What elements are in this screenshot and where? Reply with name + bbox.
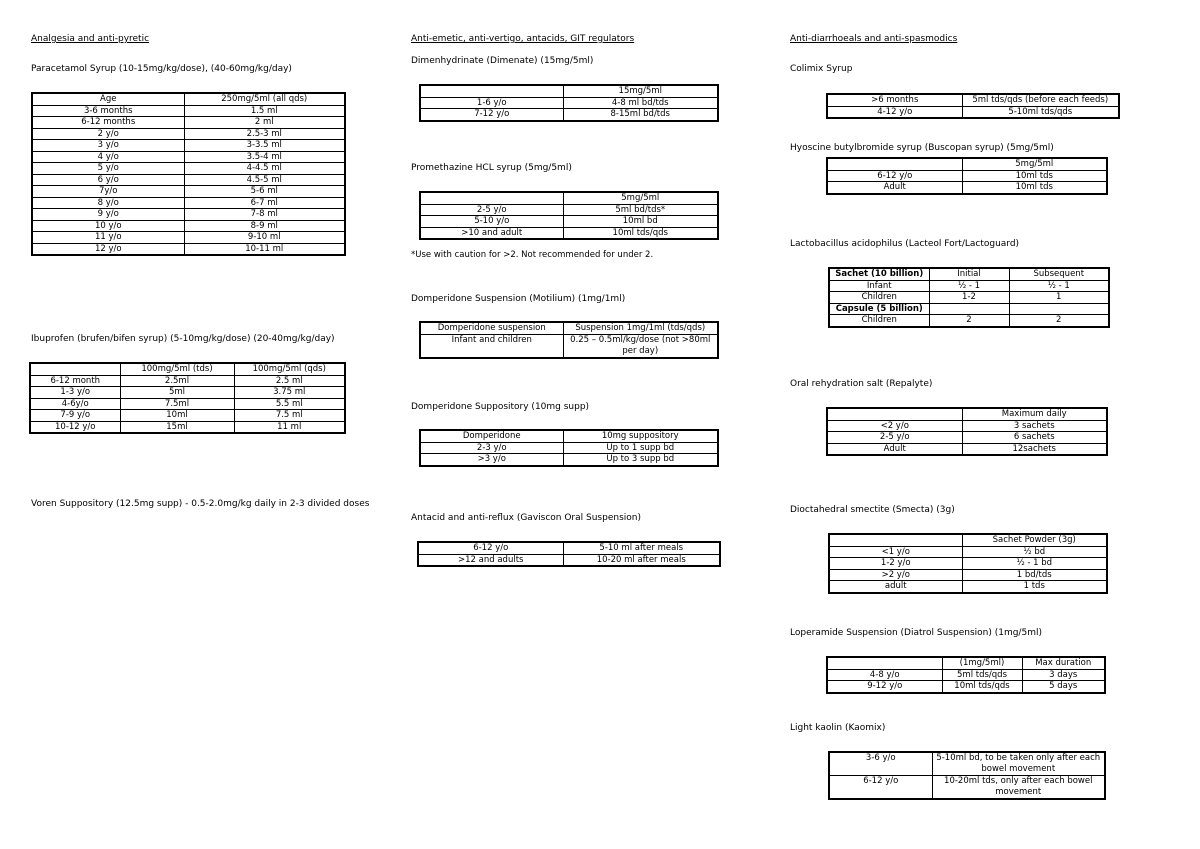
cell: 12 y/o: [32, 243, 184, 255]
cell: 7y/o: [32, 186, 184, 198]
colimix-title: Colimix Syrup: [790, 64, 853, 74]
cell: 1-6 y/o: [420, 97, 563, 109]
kaolin-table: [828, 751, 1106, 800]
header-cell: 100mg/5ml (tds): [120, 363, 234, 375]
table-row: [32, 186, 345, 198]
ors-title: Oral rehydration salt (Repalyte): [790, 379, 933, 389]
voren-suppository-text: Voren Suppository (12.5mg supp) - 0.5-2.0mg/kg daily in 2-3 divided doses: [31, 499, 370, 509]
cell: 6-12 month: [30, 375, 120, 387]
cell: 2.5-3 ml: [184, 128, 345, 140]
antacid-table: [417, 541, 721, 567]
table-header-row: [829, 303, 1109, 315]
table-row: [829, 292, 1109, 304]
header-cell: (1mg/5ml): [942, 657, 1022, 669]
cell: 3 sachets: [962, 420, 1107, 432]
table-row: [829, 752, 1105, 776]
kaolin-title: Light kaolin (Kaomix): [790, 723, 886, 733]
loperamide-title: Loperamide Suspension (Diatrol Suspension) (1mg/5ml): [790, 628, 1042, 638]
table-row: [827, 106, 1119, 118]
cell: 15ml: [120, 421, 234, 433]
domperidone-suppository-table: [419, 429, 719, 467]
cell: 11 ml: [234, 421, 345, 433]
cell: 3 days: [1022, 669, 1105, 681]
cell: [929, 303, 1009, 315]
cell: 7-12 y/o: [420, 109, 563, 121]
cell: 3-6 months: [32, 105, 184, 117]
cell: 5-10 ml after meals: [563, 542, 720, 554]
ibuprofen-table: [29, 362, 346, 434]
cell: 10 y/o: [32, 220, 184, 232]
cell: 2-5 y/o: [827, 432, 962, 444]
table-row: [827, 420, 1107, 432]
cell: 4-12 y/o: [827, 106, 962, 118]
cell: 0.25 – 0.5ml/kg/dose (not >80ml per day): [563, 334, 718, 358]
cell: 6 sachets: [962, 432, 1107, 444]
cell: 1: [1009, 292, 1109, 304]
promethazine-table: [419, 191, 719, 240]
table-row: [32, 128, 345, 140]
cell: 10ml tds: [962, 170, 1107, 182]
table-header-row: [827, 408, 1107, 420]
table-row: [32, 151, 345, 163]
header-cell: Max duration: [1022, 657, 1105, 669]
cell: Up to 1 supp bd: [563, 442, 718, 454]
section-heading-antiemetic: Anti-emetic, anti-vertigo, antacids, GIT regulators: [411, 34, 635, 44]
cell: 3.5-4 ml: [184, 151, 345, 163]
cell: 5-6 ml: [184, 186, 345, 198]
cell: 12sachets: [962, 443, 1107, 455]
table-header-row: [420, 322, 718, 334]
cell: 10ml bd: [563, 216, 718, 228]
header-cell: [827, 408, 962, 420]
table-row: [827, 669, 1105, 681]
table-row: [420, 454, 718, 466]
loperamide-table: [826, 656, 1106, 694]
cell: 2 y/o: [32, 128, 184, 140]
cell: Infant and children: [420, 334, 563, 358]
paracetamol-table: [31, 92, 346, 256]
table-row: [32, 232, 345, 244]
cell: <1 y/o: [829, 546, 962, 558]
cell: 7-8 ml: [184, 209, 345, 221]
section-heading-antidiarrhoeal: Anti-diarrhoeals and anti-spasmodics: [790, 34, 958, 44]
table-row: [829, 315, 1109, 327]
cell: Adult: [827, 182, 962, 194]
smecta-title: Dioctahedral smectite (Smecta) (3g): [790, 505, 955, 515]
hyoscine-title: Hyoscine butylbromide syrup (Buscopan syrup) (5mg/5ml): [790, 143, 1054, 153]
cell: 6-12 y/o: [418, 542, 563, 554]
header-cell: [827, 657, 942, 669]
cell: Children: [829, 292, 929, 304]
cell: 3-3.5 ml: [184, 140, 345, 152]
table-row: [418, 542, 720, 554]
header-cell: Sachet (10 billion): [829, 268, 929, 280]
cell: 5-10ml bd, to be taken only after each bowel movement: [932, 752, 1105, 776]
table-row: [829, 581, 1107, 593]
cell: 10ml tds: [962, 182, 1107, 194]
table-row: [32, 105, 345, 117]
lactobacillus-table: [828, 267, 1110, 328]
header-cell: 5mg/5ml: [563, 192, 718, 204]
header-cell: Capsule (5 billion): [829, 303, 929, 315]
cell: 9 y/o: [32, 209, 184, 221]
cell: 4 y/o: [32, 151, 184, 163]
header-cell: 100mg/5ml (qds): [234, 363, 345, 375]
table-row: [32, 243, 345, 255]
cell: Children: [829, 315, 929, 327]
table-row: [420, 442, 718, 454]
cell: 5 days: [1022, 681, 1105, 693]
cell: 7.5ml: [120, 398, 234, 410]
cell: 5ml: [120, 387, 234, 399]
cell: 8-9 ml: [184, 220, 345, 232]
cell: 10-11 ml: [184, 243, 345, 255]
ors-table: [826, 407, 1108, 456]
header-cell: 5mg/5ml: [962, 158, 1107, 170]
table-row: [30, 375, 345, 387]
cell: 4-4.5 ml: [184, 163, 345, 175]
cell: 6-7 ml: [184, 197, 345, 209]
cell: Adult: [827, 443, 962, 455]
cell: 2.5 ml: [234, 375, 345, 387]
hyoscine-table: [826, 157, 1108, 195]
table-row: [827, 432, 1107, 444]
header-cell: Subsequent: [1009, 268, 1109, 280]
table-row: [827, 170, 1107, 182]
table-row: [420, 109, 718, 121]
cell: 10-20 ml after meals: [563, 554, 720, 566]
table-row: [827, 681, 1105, 693]
table-row: [420, 97, 718, 109]
dimenhydrinate-table: [419, 84, 719, 122]
cell: ½ - 1: [929, 280, 1009, 292]
cell: ½ - 1: [1009, 280, 1109, 292]
cell: 7-9 y/o: [30, 410, 120, 422]
table-row: [30, 398, 345, 410]
cell: 1.5 ml: [184, 105, 345, 117]
lactobacillus-title: Lactobacillus acidophilus (Lacteol Fort/Lactoguard): [790, 239, 1020, 249]
table-row: [32, 163, 345, 175]
cell: 4.5-5 ml: [184, 174, 345, 186]
header-cell: Sachet Powder (3g): [962, 534, 1107, 546]
table-header-row: [827, 657, 1105, 669]
table-row: [30, 387, 345, 399]
table-row: [827, 94, 1119, 106]
cell: 5.5 ml: [234, 398, 345, 410]
table-header-row: [420, 192, 718, 204]
table-header-row: [829, 534, 1107, 546]
table-row: [420, 334, 718, 358]
header-cell: 250mg/5ml (all qds): [184, 93, 345, 105]
table-row: [420, 227, 718, 239]
cell: 2: [1009, 315, 1109, 327]
cell: 10ml: [120, 410, 234, 422]
cell: adult: [829, 581, 962, 593]
cell: 6 y/o: [32, 174, 184, 186]
table-row: [32, 209, 345, 221]
ibuprofen-title: Ibuprofen (brufen/bifen syrup) (5-10mg/kg/dose) (20-40mg/kg/day): [31, 334, 335, 344]
cell: ½ - 1 bd: [962, 558, 1107, 570]
cell: 9-10 ml: [184, 232, 345, 244]
cell: 6-12 y/o: [827, 170, 962, 182]
table-row: [32, 197, 345, 209]
domperidone-suspension-table: [419, 321, 719, 359]
table-header-row: [420, 85, 718, 97]
cell: >3 y/o: [420, 454, 563, 466]
cell: 6-12 months: [32, 117, 184, 129]
cell: 1 tds: [962, 581, 1107, 593]
cell: 5ml tds/qds: [942, 669, 1022, 681]
cell: 5ml tds/qds (before each feeds): [962, 94, 1119, 106]
header-cell: Domperidone: [420, 430, 563, 442]
table-row: [420, 216, 718, 228]
table-header-row: [829, 268, 1109, 280]
cell: >6 months: [827, 94, 962, 106]
table-header-row: [420, 430, 718, 442]
table-row: [827, 182, 1107, 194]
promethazine-caution-note: *Use with caution for >2. Not recommended for under 2.: [411, 250, 654, 260]
cell: 7.5 ml: [234, 410, 345, 422]
cell: 1-2 y/o: [829, 558, 962, 570]
cell: 4-6y/o: [30, 398, 120, 410]
table-row: [829, 569, 1107, 581]
table-row: [30, 421, 345, 433]
cell: 6-12 y/o: [829, 776, 932, 800]
header-cell: Age: [32, 93, 184, 105]
table-row: [420, 204, 718, 216]
table-row: [827, 443, 1107, 455]
table-row: [32, 140, 345, 152]
cell: 4-8 y/o: [827, 669, 942, 681]
domperidone-suppository-title: Domperidone Suppository (10mg supp): [411, 402, 590, 412]
table-row: [829, 280, 1109, 292]
cell: 2-5 y/o: [420, 204, 563, 216]
cell: 1 bd/tds: [962, 569, 1107, 581]
cell: 3-6 y/o: [829, 752, 932, 776]
header-cell: Initial: [929, 268, 1009, 280]
cell: >10 and adult: [420, 227, 563, 239]
cell: 4-8 ml bd/tds: [563, 97, 718, 109]
cell: 5-10 y/o: [420, 216, 563, 228]
cell: 3 y/o: [32, 140, 184, 152]
cell: >12 and adults: [418, 554, 563, 566]
table-header-row: [32, 93, 345, 105]
header-cell: [829, 534, 962, 546]
table-row: [32, 117, 345, 129]
cell: 5-10ml tds/qds: [962, 106, 1119, 118]
cell: >2 y/o: [829, 569, 962, 581]
header-cell: Suspension 1mg/1ml (tds/qds): [563, 322, 718, 334]
table-row: [829, 558, 1107, 570]
cell: 10-12 y/o: [30, 421, 120, 433]
cell: 5ml bd/tds*: [563, 204, 718, 216]
header-cell: [30, 363, 120, 375]
header-cell: 15mg/5ml: [563, 85, 718, 97]
dimenhydrinate-title: Dimenhydrinate (Dimenate) (15mg/5ml): [411, 56, 594, 66]
cell: 1-3 y/o: [30, 387, 120, 399]
cell: [1009, 303, 1109, 315]
domperidone-suspension-title: Domperidone Suspension (Motilium) (1mg/1ml): [411, 294, 626, 304]
cell: 2-3 y/o: [420, 442, 563, 454]
cell: <2 y/o: [827, 420, 962, 432]
cell: 3.75 ml: [234, 387, 345, 399]
table-row: [30, 410, 345, 422]
cell: 10ml tds/qds: [942, 681, 1022, 693]
header-cell: [827, 158, 962, 170]
colimix-table: [826, 93, 1120, 119]
antacid-title: Antacid and anti-reflux (Gaviscon Oral Suspension): [411, 513, 641, 523]
table-row: [829, 776, 1105, 800]
smecta-table: [828, 533, 1108, 594]
table-header-row: [30, 363, 345, 375]
header-cell: Maximum daily: [962, 408, 1107, 420]
cell: Up to 3 supp bd: [563, 454, 718, 466]
header-cell: Domperidone suspension: [420, 322, 563, 334]
cell: 1-2: [929, 292, 1009, 304]
cell: 8-15ml bd/tds: [563, 109, 718, 121]
header-cell: [420, 85, 563, 97]
table-row: [32, 220, 345, 232]
table-header-row: [827, 158, 1107, 170]
cell: 10ml tds/qds: [563, 227, 718, 239]
cell: 2 ml: [184, 117, 345, 129]
table-row: [32, 174, 345, 186]
cell: Infant: [829, 280, 929, 292]
cell: 9-12 y/o: [827, 681, 942, 693]
table-row: [418, 554, 720, 566]
cell: 8 y/o: [32, 197, 184, 209]
header-cell: [420, 192, 563, 204]
cell: 2.5ml: [120, 375, 234, 387]
cell: 5 y/o: [32, 163, 184, 175]
cell: 11 y/o: [32, 232, 184, 244]
table-row: [829, 546, 1107, 558]
cell: 2: [929, 315, 1009, 327]
paracetamol-title: Paracetamol Syrup (10-15mg/kg/dose), (40-60mg/kg/day): [31, 64, 292, 74]
header-cell: 10mg suppository: [563, 430, 718, 442]
cell: ½ bd: [962, 546, 1107, 558]
cell: 10-20ml tds, only after each bowel movement: [932, 776, 1105, 800]
promethazine-title: Promethazine HCL syrup (5mg/5ml): [411, 163, 572, 173]
section-heading-analgesia: Analgesia and anti-pyretic: [31, 34, 150, 44]
